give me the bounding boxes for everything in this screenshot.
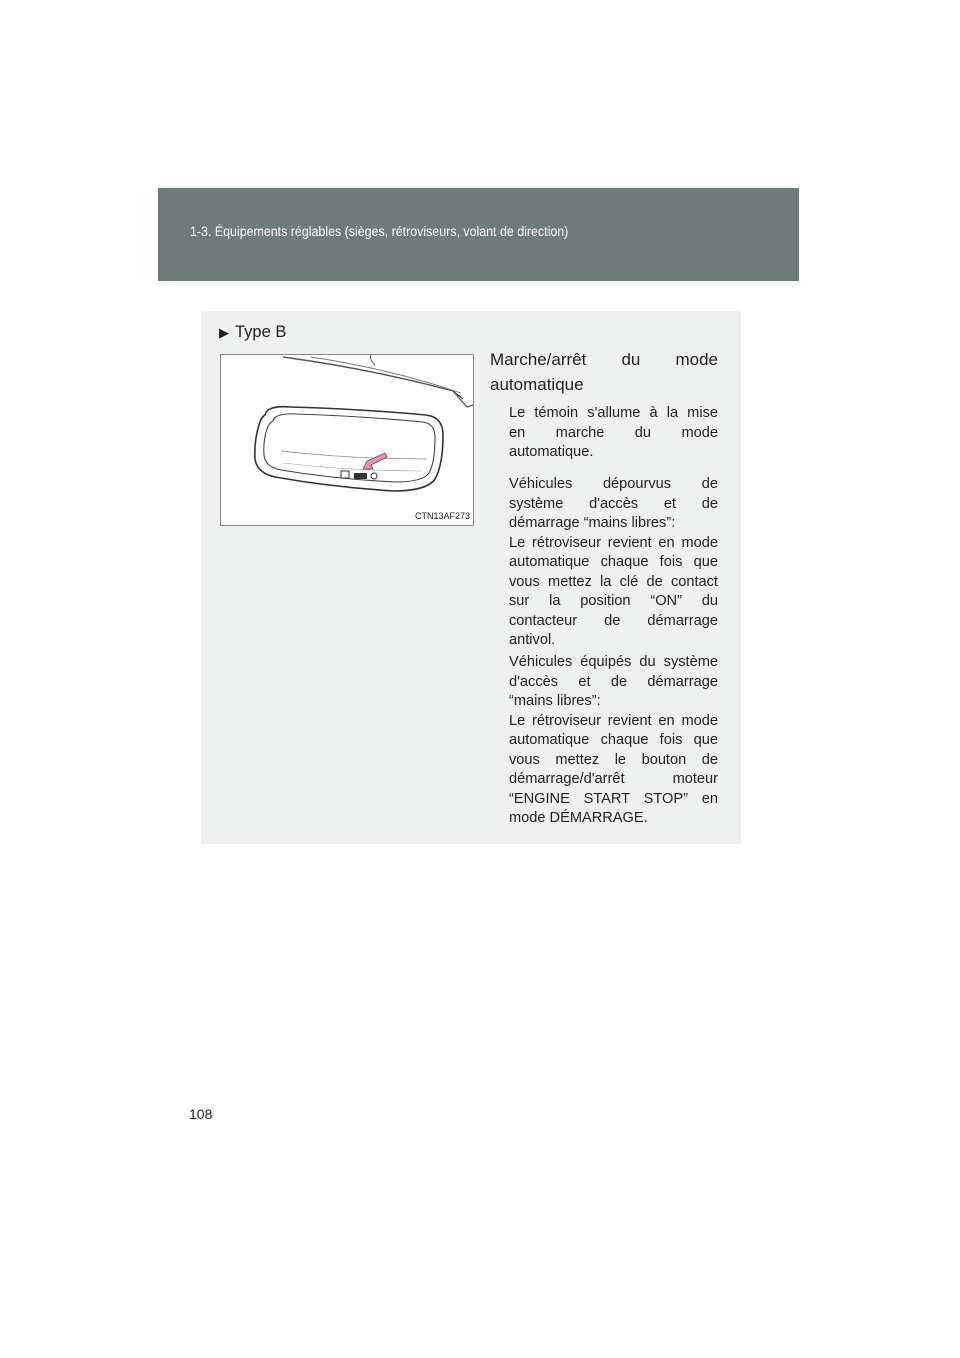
text-line: démarrage “mains libres”:: [509, 515, 676, 531]
text-line: Le rétroviseur revient en mode: [509, 534, 718, 551]
section-subheading: [490, 347, 718, 397]
paragraph-with-smart-entry: [509, 653, 718, 829]
figure-code: CTN13AF273: [414, 511, 470, 521]
text-line: démarrage/d'arrêt moteur: [509, 771, 718, 787]
text-line: vous mettez la clé de contact: [509, 573, 718, 590]
paragraph-without-smart-entry: [509, 475, 718, 651]
text-line: d'accès et de démarrage: [509, 673, 718, 690]
text-line: sur la position “ON” du: [509, 593, 718, 609]
text-line: automatique.: [509, 444, 594, 460]
mirror-illustration: [220, 354, 474, 526]
text-line: système d'accès et de: [509, 495, 718, 512]
subheading-line-1: Marche/arrêt du mode: [490, 350, 718, 369]
mount-line: [371, 355, 376, 365]
text-line: automatique chaque fois que: [509, 732, 718, 748]
content-panel: [201, 311, 741, 844]
text-line: Le témoin s'allume à la mise: [509, 405, 718, 421]
right-triangle-icon: ▶: [219, 325, 229, 340]
rearview-mirror-drawing: [221, 355, 475, 527]
paragraph-indicator: [509, 404, 718, 463]
subheading-line-2: automatique: [490, 375, 584, 394]
auto-mode-button: [354, 473, 367, 479]
text-line: “ENGINE START STOP” en: [509, 790, 718, 807]
text-line: Véhicules dépourvus de: [509, 476, 718, 492]
text-line: vous mettez le bouton de: [509, 751, 718, 768]
text-line: en marche du mode: [509, 424, 718, 441]
text-line: Véhicules équipés du système: [509, 654, 718, 670]
section-title: 1-3. Équipements réglables (sièges, rétroviseurs, volant de direction): [190, 224, 569, 239]
text-line: contacteur de démarrage: [509, 612, 718, 629]
type-heading: [219, 323, 286, 342]
indicator-light: [371, 473, 377, 479]
text-line: “mains libres”:: [509, 693, 601, 709]
text-line: antivol.: [509, 632, 556, 648]
type-heading-label: Type B: [235, 323, 287, 341]
text-line: mode DÉMARRAGE.: [509, 810, 648, 826]
section-header-bar: [158, 188, 799, 281]
text-line: Le rétroviseur revient en mode: [509, 712, 718, 729]
mirror-button-left: [341, 471, 349, 478]
page-number: 108: [189, 1106, 213, 1122]
text-line: automatique chaque fois que: [509, 554, 718, 570]
